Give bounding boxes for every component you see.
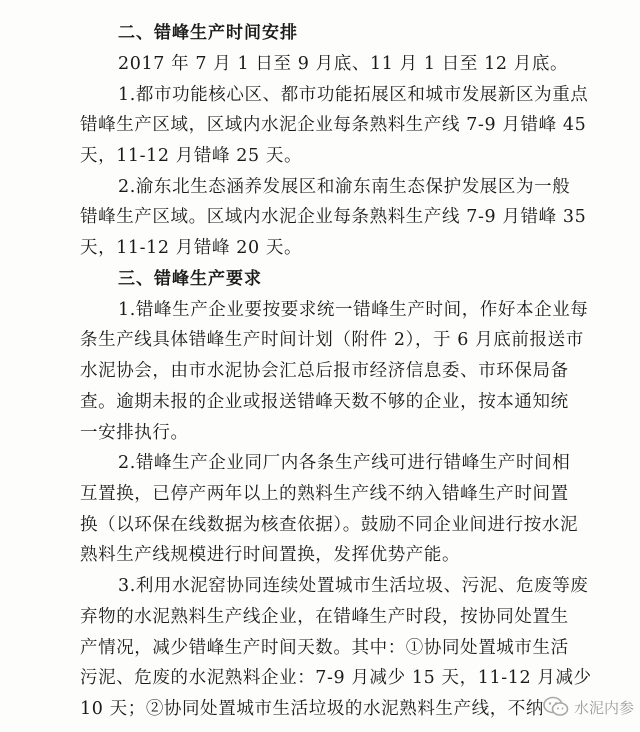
paragraph-line: 换（以环保在线数据为核查依据）。鼓励不同企业间进行按水泥 — [80, 514, 579, 535]
watermark — [543, 690, 634, 724]
paragraph-line: 10 天；②协同处置城市生活垃圾的水泥熟料生产线，不纳 — [80, 699, 545, 719]
paragraph-line: 错峰生产区域。区域内水泥企业每条熟料生产线 7-9 月错峰 35 — [80, 207, 587, 228]
paragraph-line: 3.利用水泥窑协同连续处置城市生活垃圾、污泥、危废等废 — [118, 576, 589, 597]
paragraph-line: 错峰生产区域，区域内水泥企业每条熟料生产线 7-9 月错峰 45 — [80, 115, 587, 136]
paragraph-line: 1.都市功能核心区、都市功能拓展区和城市发展新区为重点 — [118, 84, 589, 105]
paragraph-line: 熟料生产线规模进行时间置换，发挥优势产能。 — [80, 545, 461, 566]
wechat-logo-icon — [543, 696, 569, 718]
paragraph-line: 一安排执行。 — [80, 422, 189, 443]
watermark-text: 水泥内参 — [573, 698, 634, 717]
section-heading-schedule: 二、错峰生产时间安排 — [118, 23, 298, 43]
paragraph-line: 弃物的水泥熟料生产线企业，在错峰生产时段，按协同处置生 — [80, 606, 569, 627]
section-heading-requirements: 三、错峰生产要求 — [118, 268, 262, 289]
paragraph-line: 2017 年 7 月 1 日至 9 月底、11 月 1 日至 12 月底。 — [118, 53, 569, 74]
paragraph-line: 产情况，减少错峰生产时间天数。其中：①协同处置城市生活 — [80, 637, 569, 658]
paragraph-line: 2.错峰生产企业同厂内各条生产线可进行错峰生产时间相 — [118, 453, 571, 474]
paragraph-line: 天，11-12 月错峰 20 天。 — [80, 238, 303, 259]
paragraph-line: 污泥、危废的水泥熟料企业：7-9 月减少 15 天，11-12 月减少 — [80, 668, 592, 689]
paragraph-line: 2.渝东北生态涵养发展区和渝东南生态保护发展区为一般 — [118, 176, 571, 197]
paragraph-line: 1.错峰生产企业要按要求统一错峰生产时间，作好本企业每 — [118, 299, 589, 320]
paragraph-line: 水泥协会，由市水泥协会汇总后报市经济信息委、市环保局备 — [80, 361, 569, 381]
paragraph-line: 天，11-12 月错峰 25 天。 — [80, 145, 303, 166]
paragraph-line: 查。逾期未报的企业或报送错峰天数不够的企业，按本通知统 — [80, 391, 569, 412]
paragraph-line: 互置换，已停产两年以上的熟料生产线不纳入错峰生产时间置 — [80, 483, 569, 504]
paragraph-line: 条生产线具体错峰生产时间计划（附件 2），于 6 月底前报送市 — [80, 330, 584, 351]
